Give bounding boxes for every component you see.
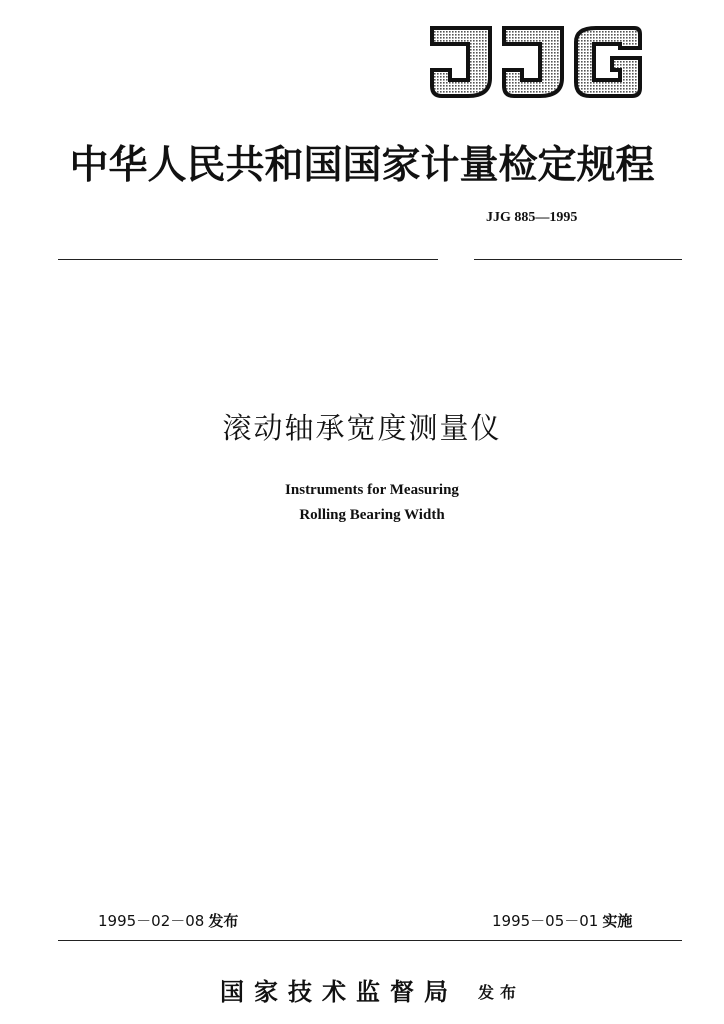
implement-date xyxy=(492,910,632,931)
jjg-logo xyxy=(428,22,644,100)
issuing-authority: 国家技术监督局 xyxy=(220,977,458,1006)
implement-date-label: 实施 xyxy=(602,912,633,930)
issue-date xyxy=(98,910,238,931)
document-title-cn: 滚动轴承宽度测量仪 xyxy=(222,411,502,445)
top-divider-right xyxy=(474,259,682,260)
regulation-series-title: 中华人民共和国国家计量检定规程 xyxy=(69,142,655,188)
issuing-authority-label: 发布 xyxy=(478,983,523,1002)
issue-date-value: 1995－02－08 xyxy=(98,912,205,930)
issue-date-label: 发布 xyxy=(208,912,239,930)
document-title-en-line1: Instruments for Measuring xyxy=(285,482,459,498)
bottom-divider xyxy=(58,940,682,941)
document-title-en-line2: Rolling Bearing Width xyxy=(299,507,445,523)
document-title-en xyxy=(0,478,724,528)
standard-code: JJG 885—1995 xyxy=(486,210,578,225)
implement-date-value: 1995－05－01 xyxy=(492,912,599,930)
top-divider-left xyxy=(58,259,438,260)
